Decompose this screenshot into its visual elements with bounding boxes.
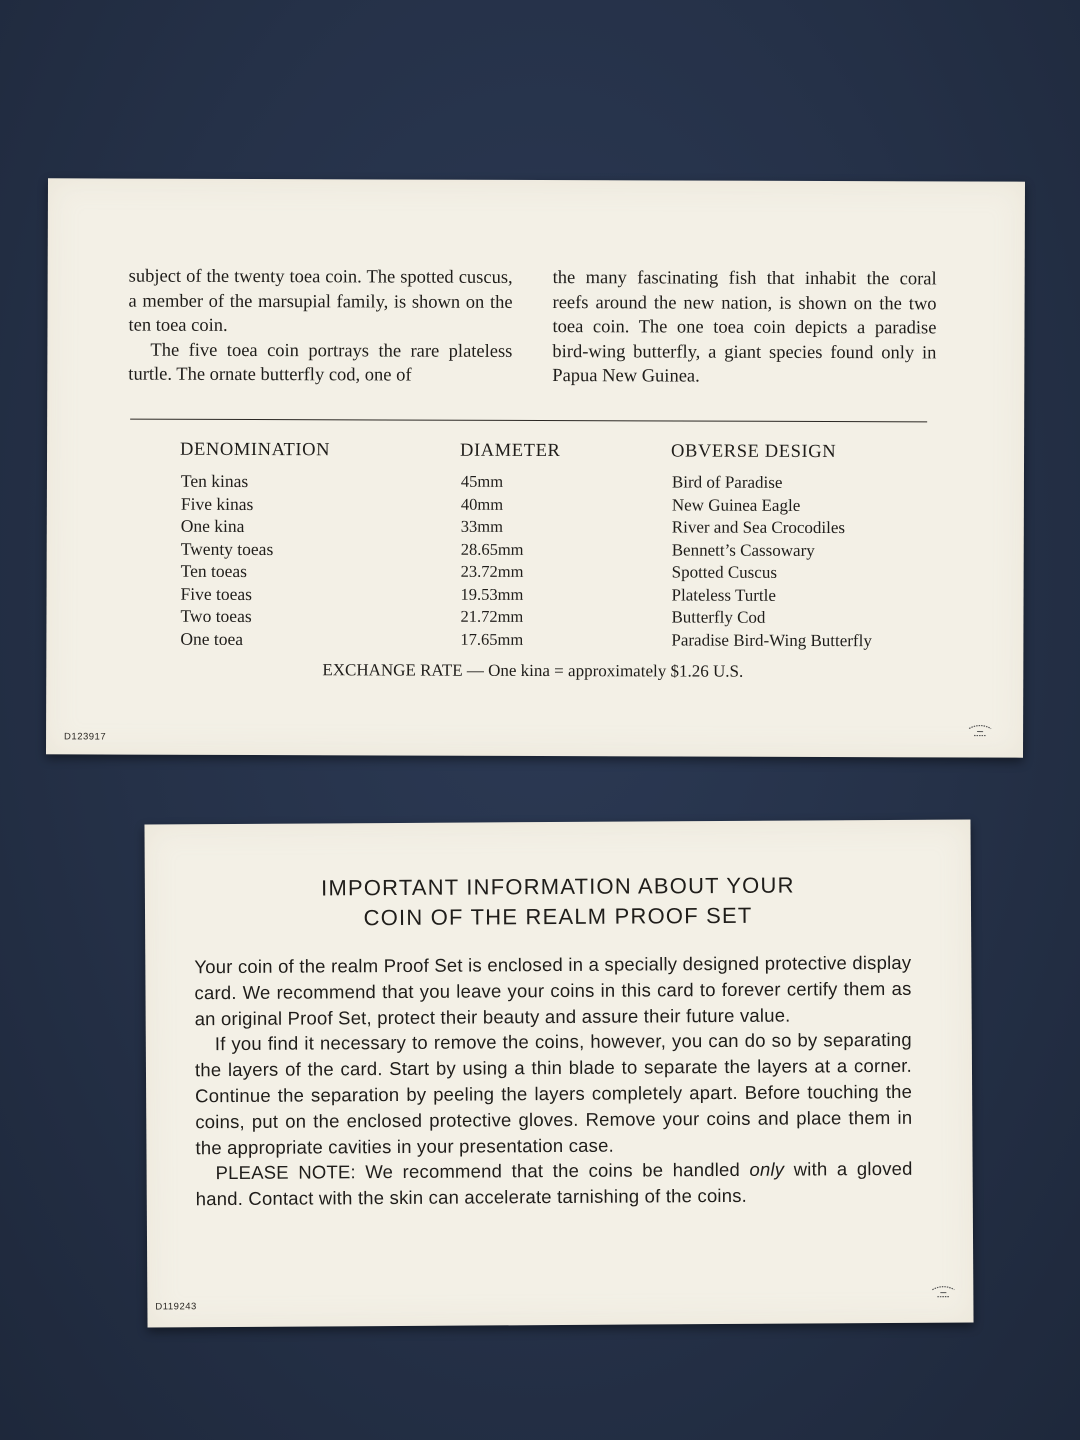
denomination-cell: Ten toeas [180,560,248,581]
denomination-cell: One toea [180,628,244,649]
left-paragraph-1: subject of the twenty toea coin. The spotted cuscus, a member of the marsupial family, is shown on the ten toea coin. [128,266,513,336]
note-text-end: with a gloved hand. Contact with the skin can accelerate tarnishing of the coins. [195,1158,913,1210]
printed-in-usa-mark [929,1284,957,1300]
body-paragraph-2: If you find it necessary to remove the coins, however, you can do so by separating the layers of the card. Start by using a thin blade to separate the layers at a corner. Continue the separation by peeling the layers completely apart. Before touching the coins, put on the enclosed protective gloves. Remove your coins and place them in the appropriate cavities in your presentation case. [194,1029,913,1158]
right-text-column [552,266,936,390]
obverse-cell: Bennett’s Cassowary [671,539,815,560]
obverse-cell: Paradise Bird-Wing Butterfly [671,629,872,650]
diameter-cell: 28.65mm [460,539,524,559]
left-text-column [128,265,512,389]
card-code: D119243 [155,1301,197,1313]
diameter-column [460,471,523,651]
card-title [145,869,971,934]
important-info-card [144,819,973,1327]
card-code: D123917 [64,731,107,743]
obverse-cell: Butterfly Cod [671,607,766,627]
diameter-cell: 40mm [460,494,504,514]
obverse-cell: Bird of Paradise [671,472,783,492]
right-paragraph-1: the many fascinating fish that inhabit the coral reefs around the new nation, is shown on the two toea coin. The one toea coin depicts a paradise bird-wing butterfly, a giant species found only in Papua New Guinea. [552,268,937,387]
card-body [194,950,913,1212]
diameter-cell: 33mm [460,516,504,536]
obverse-cell: New Guinea Eagle [671,494,801,515]
note-emphasis: only [749,1159,785,1181]
denomination-column [180,470,273,650]
body-paragraph-3 [196,1156,913,1212]
obverse-cell: Plateless Turtle [671,584,776,605]
diameter-cell: 21.72mm [460,606,524,626]
header-denomination: DENOMINATION [180,439,331,461]
note-text-start: PLEASE NOTE: We recommend that the coins be handled [215,1159,750,1184]
left-paragraph-2: The five toea coin portrays the rare plateless turtle. The ornate butterfly cod, one of [128,340,513,386]
diameter-cell: 19.53mm [460,584,524,604]
title-line-1: IMPORTANT INFORMATION ABOUT YOUR [321,872,795,901]
header-diameter: DIAMETER [460,440,561,462]
exchange-rate [46,659,1023,682]
denomination-cell: One kina [180,515,245,536]
divider-rule [130,419,927,423]
obverse-cell: Spotted Cuscus [671,562,777,582]
denomination-cell: Five toeas [180,583,253,604]
header-obverse-design: OBVERSE DESIGN [671,441,837,463]
denomination-cell: Two toeas [180,605,252,627]
diameter-cell: 23.72mm [460,561,524,581]
coin-info-card [46,178,1025,757]
denomination-cell: Twenty toeas [180,538,274,559]
title-line-2: COIN OF THE REALM PROOF SET [363,902,753,931]
denomination-cell: Five kinas [180,493,254,514]
diameter-cell: 17.65mm [460,629,524,649]
exchange-rate-text: EXCHANGE RATE — One kina = approximately $1.26 U.S. [322,660,744,681]
obverse-design-column [671,471,872,652]
denomination-cell: Ten kinas [180,470,249,491]
printed-in-usa-mark [966,723,994,739]
diameter-cell: 45mm [460,471,504,491]
obverse-cell: River and Sea Crocodiles [671,517,846,538]
body-paragraph-1: Your coin of the realm Proof Set is enclosed in a specially designed protective display card. We recommend that you leave your coins in this card to forever certify them as an original Proof Set, protect their beauty and assure their future value. [194,951,912,1029]
